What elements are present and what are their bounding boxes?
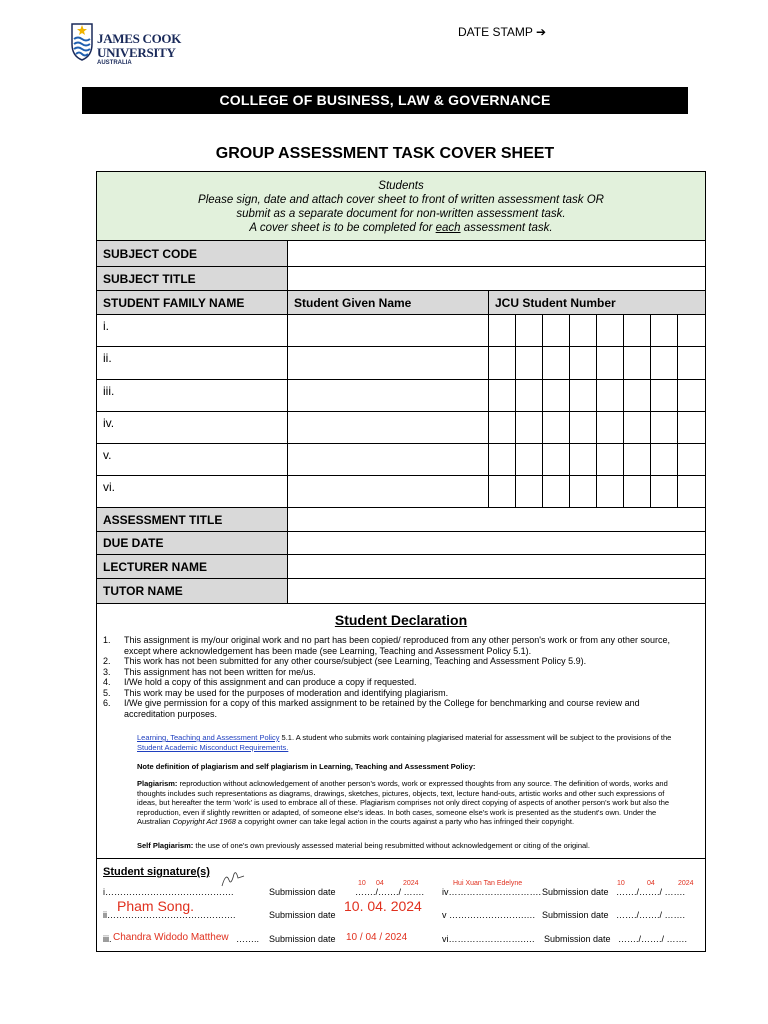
declaration-title: Student Declaration [334,612,468,628]
student-family-name-field[interactable]: v. [97,444,288,475]
student-number-digit[interactable] [543,347,570,379]
subject-title-field[interactable] [288,267,705,290]
student-number-digit[interactable] [678,412,705,443]
date-stamp-label: DATE STAMP ➔ [458,25,547,39]
student-number-digit[interactable] [678,380,705,411]
student-family-name-field[interactable]: vi. [97,476,288,507]
instructions-box [97,172,705,241]
student-number-digit[interactable] [570,412,597,443]
declaration-item: 3. This assignment has not been written for me/us. [103,666,316,677]
student-number-digit[interactable] [543,476,570,507]
signature-line-iii-tail: …….. [236,934,260,944]
assessment-title-row [97,508,705,532]
student-number-digit[interactable] [651,315,678,346]
subject-code-field[interactable] [288,241,705,266]
student-number-digit[interactable] [543,315,570,346]
declaration-item: 4. I/We hold a copy of this assignment and can produce a copy if requested. [103,677,417,687]
assessment-title-label: ASSESSMENT TITLE [97,508,288,531]
plagiarism-definition: Plagiarism: reproduction without acknowledgement of another person's words, work or expressed thoughts from any source. The definition of words, works and thoughts includes such representations as diagrams, drawings, sketches, pictures, objects, text, lecture hand-outs, artistic works and other such expressions of ideas, but hereafter the term 'work' is used to embrace all of these. Plagiarism comprises not only direct copying of aspects of another person's work but also the reproduction, even if slightly rewritten or adapted, of someone else's ideas. In both cases, someone else's work is presented as the student's own. Under the Australian Copyright Act 1968 a copyright owner can take legal action in the courts against a party who has infringed their copyright. [137,779,670,826]
page-title: GROUP ASSESSMENT TASK COVER SHEET [215,145,555,162]
student-number-digit[interactable] [570,315,597,346]
student-number-digit[interactable] [489,444,516,475]
handwritten-name-ii: Pham Song. [117,898,195,914]
submission-label: Submission date [544,934,611,944]
misconduct-link[interactable]: Student Academic Misconduct Requirements. [137,742,289,752]
signature-line-v[interactable]: v …………………….…. [442,910,536,920]
subject-title-label: SUBJECT TITLE [97,267,288,290]
declaration-list [103,635,673,719]
submission-date-vi[interactable]: ……./……./ ……. [618,934,688,944]
handwritten-name-iii: Chandra Widodo Matthew [113,932,229,943]
lecturer-name-label: LECTURER NAME [97,555,288,578]
instructions-line-3: A cover sheet is to be completed for each assessment task. [249,222,553,234]
student-header-row [97,291,705,315]
student-number-digit[interactable] [516,315,543,346]
subject-code-row [97,241,705,267]
handwritten-name-iv: Hui Xuan Tan Edelyne [453,880,523,887]
submission-date-iv[interactable]: ……./……./ ……. [616,887,686,897]
signature-line-iv[interactable]: iv…………………………. [442,887,541,897]
student-number-digit[interactable] [489,380,516,411]
self-plagiarism-definition: Self Plagiarism: the use of one's own previously assessed material being resubmitted without acknowledgement or citing of the original. [137,841,590,850]
logo-line-1: JAMES COOK [97,31,182,46]
instructions-line-1: Please sign, date and attach cover sheet to front of written assessment task OR [198,194,604,206]
submission-label: Submission date [542,910,609,920]
handwritten-month: 04 [647,880,655,887]
student-given-name-field[interactable] [288,476,489,507]
submission-label: Submission date [269,934,336,944]
student-given-name-field[interactable] [288,444,489,475]
tutor-name-row [97,579,705,604]
jcu-logo [70,20,190,70]
student-family-name-field[interactable]: iii. [97,380,288,411]
handwritten-day: 10 [358,880,366,887]
student-number-digit[interactable] [516,476,543,507]
policy-note: Learning, Teaching and Assessment Policy 5.1. A student who submits work containing plagiarised material for assessment will be subject to the provisions of the Student Academic Misconduct Requirements. [137,733,672,752]
student-row [97,476,705,508]
student-number-digit[interactable] [624,412,651,443]
instructions-line-2: submit as a separate document for non-written assessment task. [236,208,566,220]
student-number-digit[interactable] [516,412,543,443]
student-number-digit[interactable] [489,315,516,346]
student-number-digit[interactable] [678,476,705,507]
signature-line-ii[interactable]: ii……………………………………. [103,910,236,920]
student-number-digit[interactable] [678,347,705,379]
declaration-item: 6. I/We give permission for a copy of this marked assignment to be retained by the College for benchmarking and course review and accreditation purposes. [103,698,640,719]
student-number-digit[interactable] [597,380,624,411]
due-date-label: DUE DATE [97,532,288,554]
student-family-name-field[interactable]: iv. [97,412,288,443]
student-number-digit[interactable] [516,347,543,379]
signature-line-vi[interactable]: vi…………………….…. [442,934,535,944]
lecturer-name-field[interactable] [288,555,705,578]
student-number-digit[interactable] [624,444,651,475]
student-given-name-field[interactable] [288,315,489,346]
student-number-digit[interactable] [489,347,516,379]
submission-date-v[interactable]: ……./……./ ……. [616,910,686,920]
student-number-digit[interactable] [597,444,624,475]
declaration-item: 1. This assignment is my/our original work and no part has been copied/ reproduced from any other person's work or from any other source, except where acknowledgement has been made (see Learning, Teaching and Assessment Policy 5.1). [103,635,670,656]
student-row [97,380,705,412]
student-number-digit[interactable] [624,347,651,379]
student-row [97,444,705,476]
student-family-name-field[interactable]: i. [97,315,288,346]
handwritten-date-iii: 10 / 04 / 2024 [346,932,408,943]
student-number-digit[interactable] [516,380,543,411]
logo-line-2: UNIVERSITY [97,45,176,60]
student-given-name-field[interactable] [288,347,489,379]
student-number-digit[interactable] [543,444,570,475]
assessment-title-field[interactable] [288,508,705,531]
student-number-digit[interactable] [516,444,543,475]
student-number-digit[interactable] [543,412,570,443]
student-given-name-field[interactable] [288,380,489,411]
student-number-header: JCU Student Number [489,291,705,314]
due-date-field[interactable] [288,532,705,554]
student-number-digit[interactable] [651,476,678,507]
student-number-digit[interactable] [678,444,705,475]
handwritten-year: 2024 [403,880,419,887]
signature-line-i[interactable]: i……………………………………. [103,887,234,897]
student-number-digit[interactable] [651,347,678,379]
tutor-name-label: TUTOR NAME [97,579,288,603]
declaration-item: 5. This work may be used for the purposes of moderation and identifying plagiarism. [103,687,449,698]
student-number-digit[interactable] [597,412,624,443]
lecturer-name-row [97,555,705,579]
subject-code-label: SUBJECT CODE [97,241,288,266]
student-number-digit[interactable] [570,380,597,411]
student-row [97,315,705,347]
student-number-digit[interactable] [570,347,597,379]
handwritten-date-ii: 10. 04. 2024 [344,898,422,914]
submission-label: Submission date [542,887,609,897]
plagiarism-note: Note definition of plagiarism and self plagiarism in Learning, Teaching and Assessment Policy: [137,762,476,771]
instructions-heading: Students [378,180,424,192]
signature-line-iii[interactable]: iii. [103,934,112,944]
student-number-digit[interactable] [651,412,678,443]
family-name-header: STUDENT FAMILY NAME [97,291,288,314]
student-number-digit[interactable] [489,412,516,443]
given-name-header: Student Given Name [288,291,489,314]
student-number-digit[interactable] [624,380,651,411]
submission-label: Submission date [269,887,336,897]
subject-title-row [97,267,705,291]
tutor-name-field[interactable] [288,579,705,603]
submission-date-i[interactable]: ……./……./ ……. [355,887,425,897]
student-number-digit[interactable] [570,476,597,507]
handwritten-month: 04 [376,880,384,887]
handwritten-year: 2024 [678,880,694,887]
student-number-digit[interactable] [489,476,516,507]
logo-line-3: AUSTRALIA [97,60,132,66]
student-family-name-field[interactable]: ii. [97,347,288,379]
student-number-digit[interactable] [651,444,678,475]
handwritten-day: 10 [617,880,625,887]
student-number-digit[interactable] [624,476,651,507]
student-row [97,347,705,380]
student-number-digit[interactable] [651,380,678,411]
student-number-digit[interactable] [597,315,624,346]
student-number-digit[interactable] [678,315,705,346]
declaration-item: 2. This work has not been submitted for any other course/subject (see Learning, Teaching and Assessment Policy 5.9). [103,656,587,666]
student-given-name-field[interactable] [288,412,489,443]
student-number-digit[interactable] [624,315,651,346]
college-banner: COLLEGE OF BUSINESS, LAW & GOVERNANCE [82,87,688,114]
due-date-row [97,532,705,555]
student-number-digit[interactable] [597,347,624,379]
shield-icon [70,22,94,62]
student-number-digit[interactable] [570,444,597,475]
student-number-digit[interactable] [543,380,570,411]
submission-label: Submission date [269,910,336,920]
student-number-digit[interactable] [597,476,624,507]
signature-title: Student signature(s) [103,866,210,878]
policy-link[interactable]: Learning, Teaching and Assessment Policy [137,733,280,742]
student-row [97,412,705,444]
